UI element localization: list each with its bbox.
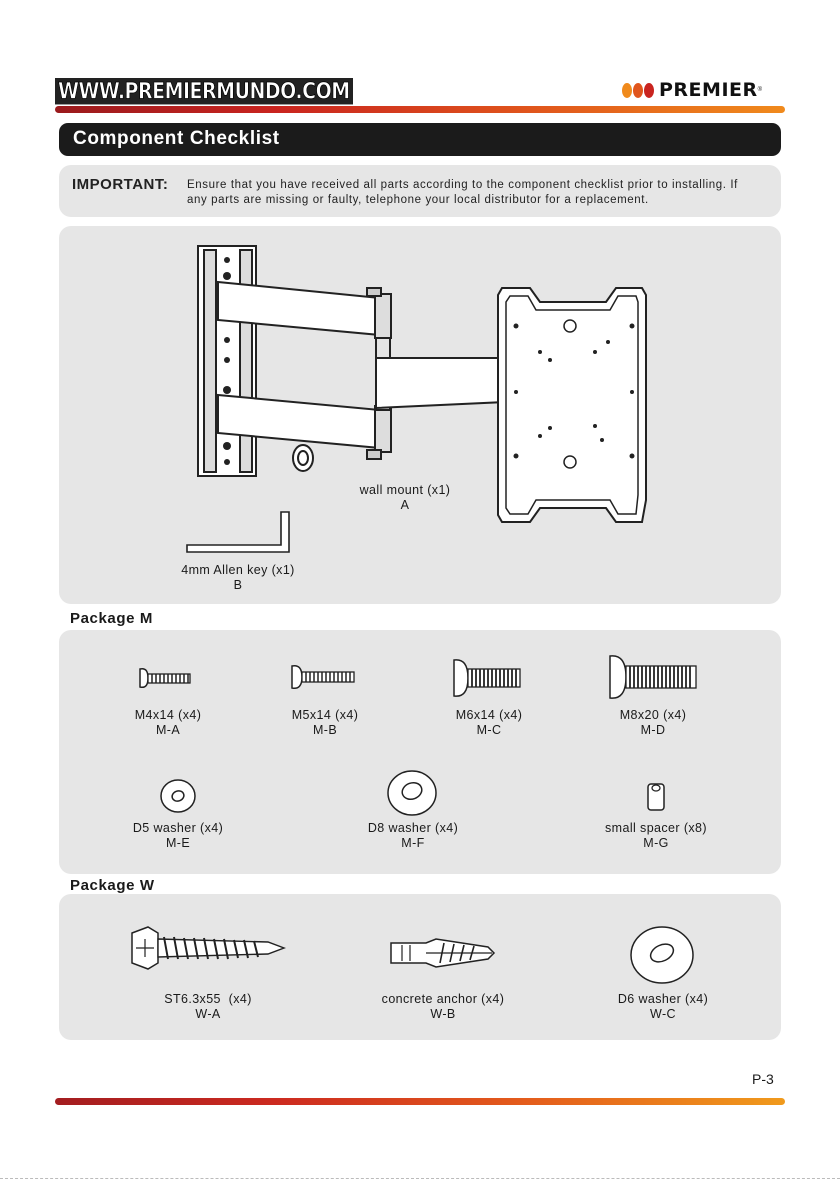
important-line-1: Ensure that you have received all parts according to the component checklist prior to installing. If [187,179,738,191]
premier-logo [622,80,762,100]
part-m-b [270,708,380,738]
part-m-b-name: M5x14 (x4) [291,708,359,722]
wall-mount-name: wall mount (x1) [359,483,451,497]
part-m-f [348,821,478,851]
part-m-c-code: M-C [476,723,502,737]
footer-divider [55,1098,785,1105]
part-m-g-name: small spacer (x8) [605,821,707,835]
part-w-c [593,992,733,1022]
part-m-e-name: D5 washer (x4) [132,821,224,835]
allen-key-code: B [233,578,243,592]
part-w-a-code: W-A [195,1007,221,1021]
part-w-b [358,992,528,1022]
page-title: Component Checklist [73,128,280,149]
part-w-a-name: ST6.3x55 (x4) [164,992,252,1006]
important-line-2: any parts are missing or faulty, telephone your local distributor for a replacement. [187,194,649,206]
part-m-f-name: D8 washer (x4) [367,821,459,835]
washer-icon [386,768,438,820]
wall-mount-code: A [400,498,410,512]
logo-dot-1 [622,83,632,98]
allen-key-illustration [185,508,295,553]
washer-icon [159,777,197,815]
package-m-heading: Package M [70,610,153,627]
part-m-a-name: M4x14 (x4) [134,708,202,722]
part-m-b-code: M-B [312,723,338,737]
brand-name: PREMIER [659,79,758,101]
spacer-icon [645,780,669,814]
site-url[interactable]: WWW.PREMIERMUNDO.COM [55,78,353,104]
logo-dot-2 [633,83,643,98]
page-number: P-3 [752,1071,774,1087]
part-m-c [434,708,544,738]
part-w-b-name: concrete anchor (x4) [381,992,505,1006]
part-m-e-code: M-E [165,836,191,850]
washer-icon [629,925,695,985]
part-m-g-code: M-G [643,836,669,850]
part-w-a [138,992,278,1022]
part-m-d-code: M-D [640,723,666,737]
anchor-icon [388,935,498,971]
allen-key-label [168,563,308,593]
wall-mount-label [345,483,465,513]
lag-screw-icon [128,925,288,971]
part-m-g [586,821,726,851]
title-bar [59,123,781,156]
page-edge [0,1178,840,1179]
screw-icon [608,653,700,701]
part-w-b-code: W-B [430,1007,456,1021]
registered-mark: ® [757,87,763,93]
part-m-e [113,821,243,851]
part-m-a [113,708,223,738]
part-m-d-name: M8x20 (x4) [619,708,687,722]
header-divider [55,106,785,113]
screw-icon [290,662,360,692]
package-w-heading: Package W [70,877,155,894]
part-m-c-name: M6x14 (x4) [455,708,523,722]
screw-icon [138,665,198,691]
important-label: IMPORTANT: [72,176,169,193]
screw-icon [452,657,524,699]
part-m-f-code: M-F [401,836,425,850]
part-m-a-code: M-A [155,723,181,737]
part-m-d [598,708,708,738]
part-w-c-code: W-C [650,1007,676,1021]
part-w-c-name: D6 washer (x4) [617,992,709,1006]
logo-dot-3 [644,83,654,98]
allen-key-name: 4mm Allen key (x1) [181,563,295,577]
